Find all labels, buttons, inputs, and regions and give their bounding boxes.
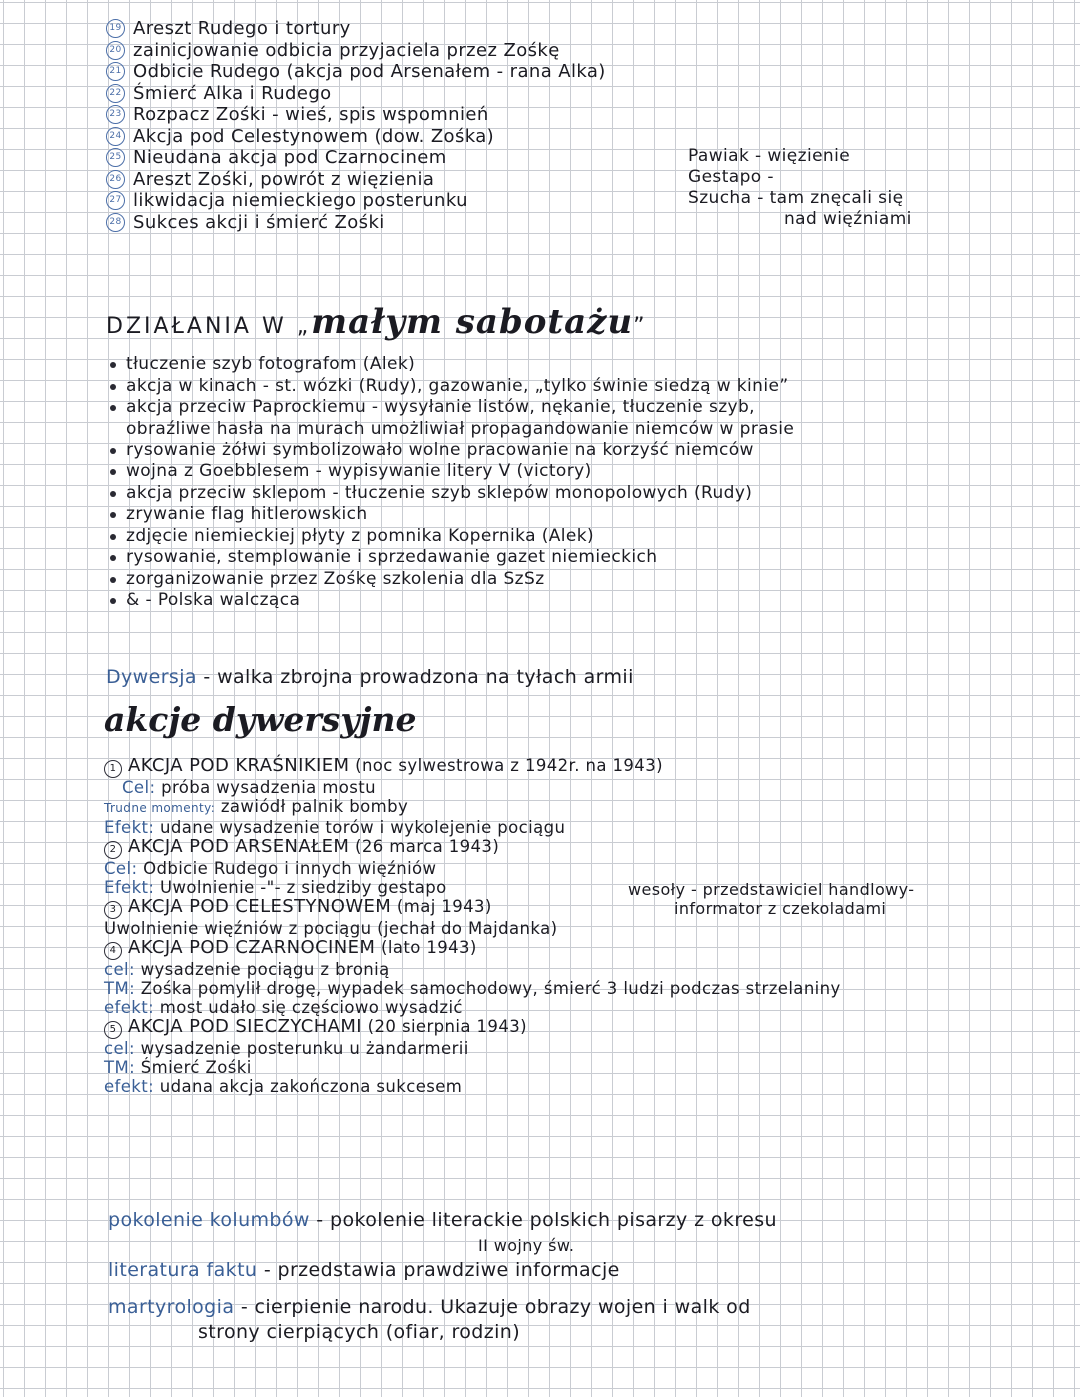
action-title: AKCJA POD ARSENAŁEM (128, 836, 350, 857)
definition-text: strony cierpiących (ofiar, rodzin) (198, 1321, 521, 1343)
bullet-text: rysowanie żółwi symbolizowało wolne pracowanie na korzyść niemców (126, 439, 754, 460)
number-circle: 23 (106, 105, 125, 124)
detail-label: TM: (104, 1058, 136, 1077)
action-date: (26 marca 1943) (355, 837, 500, 856)
number-circle: 1 (104, 760, 122, 778)
detail-text: Śmierć Zośki (135, 1058, 252, 1077)
side-note-line: Szucha - tam znęcali się (688, 188, 904, 208)
list-item (106, 104, 786, 126)
number-circle: 2 (104, 841, 122, 859)
detail-text: wysadzenie posterunku u żandarmerii (134, 1039, 469, 1058)
detail-label: cel: (104, 960, 135, 979)
informant-note (628, 880, 914, 918)
definition-line (108, 1208, 988, 1233)
definition-term: martyrologia (108, 1296, 235, 1318)
bullet-text: tłuczenie szyb fotografom (Alek) (126, 354, 416, 374)
action-title-row (104, 938, 1004, 960)
side-note-line: nad więźniami (784, 209, 912, 229)
detail-text: próba wysadzenia mostu (155, 778, 377, 797)
event-text: Sukces akcji i śmierć Zośki (133, 211, 385, 233)
action-title-row (104, 756, 1004, 778)
action-title: AKCJA POD SIECZYCHAMI (128, 1016, 363, 1037)
list-item (106, 18, 786, 40)
side-note-line: Pawiak - więzienie (688, 146, 851, 166)
bullet-text: akcja przeciw Paprockiemu - wysyłanie listów, nękanie, tłuczenie szyb, (126, 397, 755, 417)
list-item (108, 440, 998, 462)
number-circle: 28 (106, 213, 125, 232)
event-text: Nieudana akcja pod Czarnocinem (133, 147, 447, 169)
action-detail (104, 960, 1004, 979)
detail-label: Cel: (104, 859, 138, 878)
action-date: (lato 1943) (381, 938, 477, 957)
number-circle: 26 (106, 170, 125, 189)
action-date: (noc sylwestrowa z 1942r. na 1943) (355, 756, 663, 775)
action-block (104, 938, 1004, 1017)
list-item (106, 190, 786, 212)
number-circle: 4 (104, 942, 122, 960)
sabotage-list (108, 354, 998, 612)
action-detail (104, 1058, 1004, 1077)
detail-label: efekt: (104, 998, 155, 1017)
list-item (106, 169, 786, 191)
heading-caps: DZIAŁANIA W „ (106, 314, 312, 339)
numbered-events-list (106, 18, 786, 233)
bullet-text: wojna z Goebblesem - wypisywanie litery V (victory) (126, 461, 592, 481)
side-note-line: Gestapo - (688, 167, 774, 187)
detail-text: Zośka pomylił drogę, wypadek samochodowy, śmierć 3 ludzi podczas strzelaniny (135, 979, 841, 998)
detail-text: udane wysadzenie torów i wykolejenie pociągu (154, 818, 566, 837)
list-item (108, 547, 998, 569)
detail-text: Uwolnienie więźniów z pociągu (jechał do Majdanka) (104, 919, 558, 938)
definition-line (108, 1233, 988, 1258)
bullet-text: akcja w kinach - st. wózki (Rudy), gazowanie, „tylko świnie siedzą w kinie” (126, 375, 789, 396)
action-detail (104, 797, 1004, 818)
event-text: zainicjowanie odbicia przyjaciela przez Zośkę (133, 39, 560, 61)
anchor-symbol: & (126, 590, 140, 610)
definition-line (108, 1320, 988, 1345)
detail-label: Trudne momenty: (104, 801, 216, 815)
detail-text: Uwolnienie -"- z siedziby gestapo (154, 878, 447, 897)
action-title: AKCJA POD CELESTYNOWEM (128, 896, 392, 917)
sabotage-heading (106, 302, 648, 342)
bullet-dot-icon (110, 512, 116, 518)
list-item (108, 461, 998, 483)
definition-term: literatura faktu (108, 1259, 258, 1281)
event-text: Śmierć Alka i Rudego (133, 82, 332, 104)
detail-text: Odbicie Rudego i innych więźniów (137, 859, 437, 878)
detail-text: udana akcja zakończona sukcesem (154, 1077, 463, 1096)
event-text: Odbicie Rudego (akcja pod Arsenałem - rana Alka) (133, 61, 606, 83)
heading-close-quote: ” (633, 314, 648, 339)
list-item (108, 376, 998, 398)
bullet-text: zorganizowanie przez Zośkę szkolenia dla SzSz (126, 568, 545, 589)
action-title-row (104, 1017, 1004, 1039)
number-circle: 25 (106, 148, 125, 167)
aside-line: wesoły - przedstawiciel handlowy- (628, 880, 915, 899)
list-item (108, 354, 998, 376)
list-item (106, 147, 786, 169)
definition-term: Dywersja (106, 666, 197, 688)
bullet-text: akcja przeciw sklepom - tłuczenie szyb sklepów monopolowych (Rudy) (126, 482, 753, 503)
event-text: Rozpacz Zośki - wieś, spis wspomnień (133, 104, 489, 126)
number-circle: 27 (106, 191, 125, 210)
diversion-actions-heading: akcje dywersyjne (104, 700, 417, 739)
list-item (108, 397, 998, 419)
detail-label: Efekt: (104, 878, 155, 897)
event-text: Areszt Zośki, powrót z więzienia (133, 168, 435, 190)
bullet-dot-icon (110, 577, 116, 583)
action-block (104, 756, 1004, 837)
number-circle: 20 (106, 41, 125, 60)
bullet-text: zdjęcie niemieckiej płyty z pomnika Kopernika (Alek) (126, 525, 595, 546)
action-title: AKCJA POD CZARNOCINEM (128, 937, 376, 958)
list-item (108, 526, 998, 548)
bullet-dot-icon (110, 362, 116, 368)
action-detail (104, 919, 1004, 938)
bullet-dot-icon (110, 491, 116, 497)
list-item (106, 126, 786, 148)
action-date: (20 sierpnia 1943) (367, 1017, 527, 1036)
definition-text: - pokolenie literackie polskich pisarzy z okresu (309, 1209, 777, 1231)
action-detail (104, 1039, 1004, 1058)
definition-text: - cierpienie narodu. Ukazuje obrazy wojen i walk od (234, 1296, 751, 1318)
number-circle: 19 (106, 19, 125, 38)
bullet-dot-icon (110, 405, 116, 411)
list-item (108, 483, 998, 505)
detail-text: most udało się częściowo wysadzić (154, 998, 463, 1017)
number-circle: 5 (104, 1021, 122, 1039)
definition-text: - walka zbrojna prowadzona na tyłach armii (196, 666, 634, 688)
bullet-dot-icon (110, 534, 116, 540)
action-date: (maj 1943) (396, 897, 492, 916)
action-detail (104, 778, 1004, 797)
detail-text: wysadzenie pociągu z bronią (134, 960, 390, 979)
definition-line (108, 1258, 988, 1283)
definition-term: pokolenie kolumbów (108, 1209, 310, 1231)
list-item (108, 504, 998, 526)
bullet-dot-icon (110, 598, 116, 604)
bullet-dot-icon (110, 555, 116, 561)
list-item (106, 212, 786, 234)
heading-script: małym sabotażu (311, 302, 634, 342)
detail-label: efekt: (104, 1077, 155, 1096)
list-item (108, 569, 998, 591)
action-detail (104, 979, 1004, 998)
dywersja-definition (106, 666, 634, 688)
list-item (106, 61, 786, 83)
event-text: Akcja pod Celestynowem (dow. Zośka) (133, 125, 495, 147)
definition-text: II wojny św. (478, 1236, 575, 1255)
bullet-dot-icon (110, 448, 116, 454)
definition-text: - przedstawia prawdziwe informacje (257, 1259, 620, 1281)
detail-label: Cel: (122, 778, 156, 797)
bullet-dot-icon (110, 469, 116, 475)
diversion-actions-list (104, 756, 1004, 1096)
number-circle: 22 (106, 84, 125, 103)
bullet-text: - Polska walcząca (145, 590, 301, 610)
action-detail (104, 998, 1004, 1017)
aside-line: informator z czekoladami (674, 899, 887, 918)
bullet-text: rysowanie, stemplowanie i sprzedawanie gazet niemieckich (126, 547, 658, 567)
list-item (106, 83, 786, 105)
detail-text: zawiódł palnik bomby (215, 797, 409, 816)
action-detail (104, 818, 1004, 837)
bullet-continuation: obraźliwe hasła na murach umożliwiał propagandowanie niemców w prasie (126, 418, 795, 439)
number-circle: 21 (106, 62, 125, 81)
number-circle: 3 (104, 901, 122, 919)
action-detail (104, 859, 1004, 878)
list-item (106, 40, 786, 62)
literary-definitions (108, 1208, 988, 1345)
prison-side-note (688, 146, 968, 230)
detail-label: cel: (104, 1039, 135, 1058)
bullet-text: zrywanie flag hitlerowskich (126, 504, 368, 524)
list-item (108, 590, 998, 612)
bullet-dot-icon (110, 384, 116, 390)
action-detail (104, 1077, 1004, 1096)
definition-line (108, 1295, 988, 1320)
action-block (104, 1017, 1004, 1096)
action-title-row (104, 837, 1004, 859)
event-text: likwidacja niemieckiego posterunku (133, 190, 468, 212)
number-circle: 24 (106, 127, 125, 146)
action-title: AKCJA POD KRAŚNIKIEM (128, 755, 350, 776)
event-text: Areszt Rudego i tortury (133, 18, 351, 40)
detail-label: Efekt: (104, 818, 155, 837)
detail-label: TM: (104, 979, 136, 998)
